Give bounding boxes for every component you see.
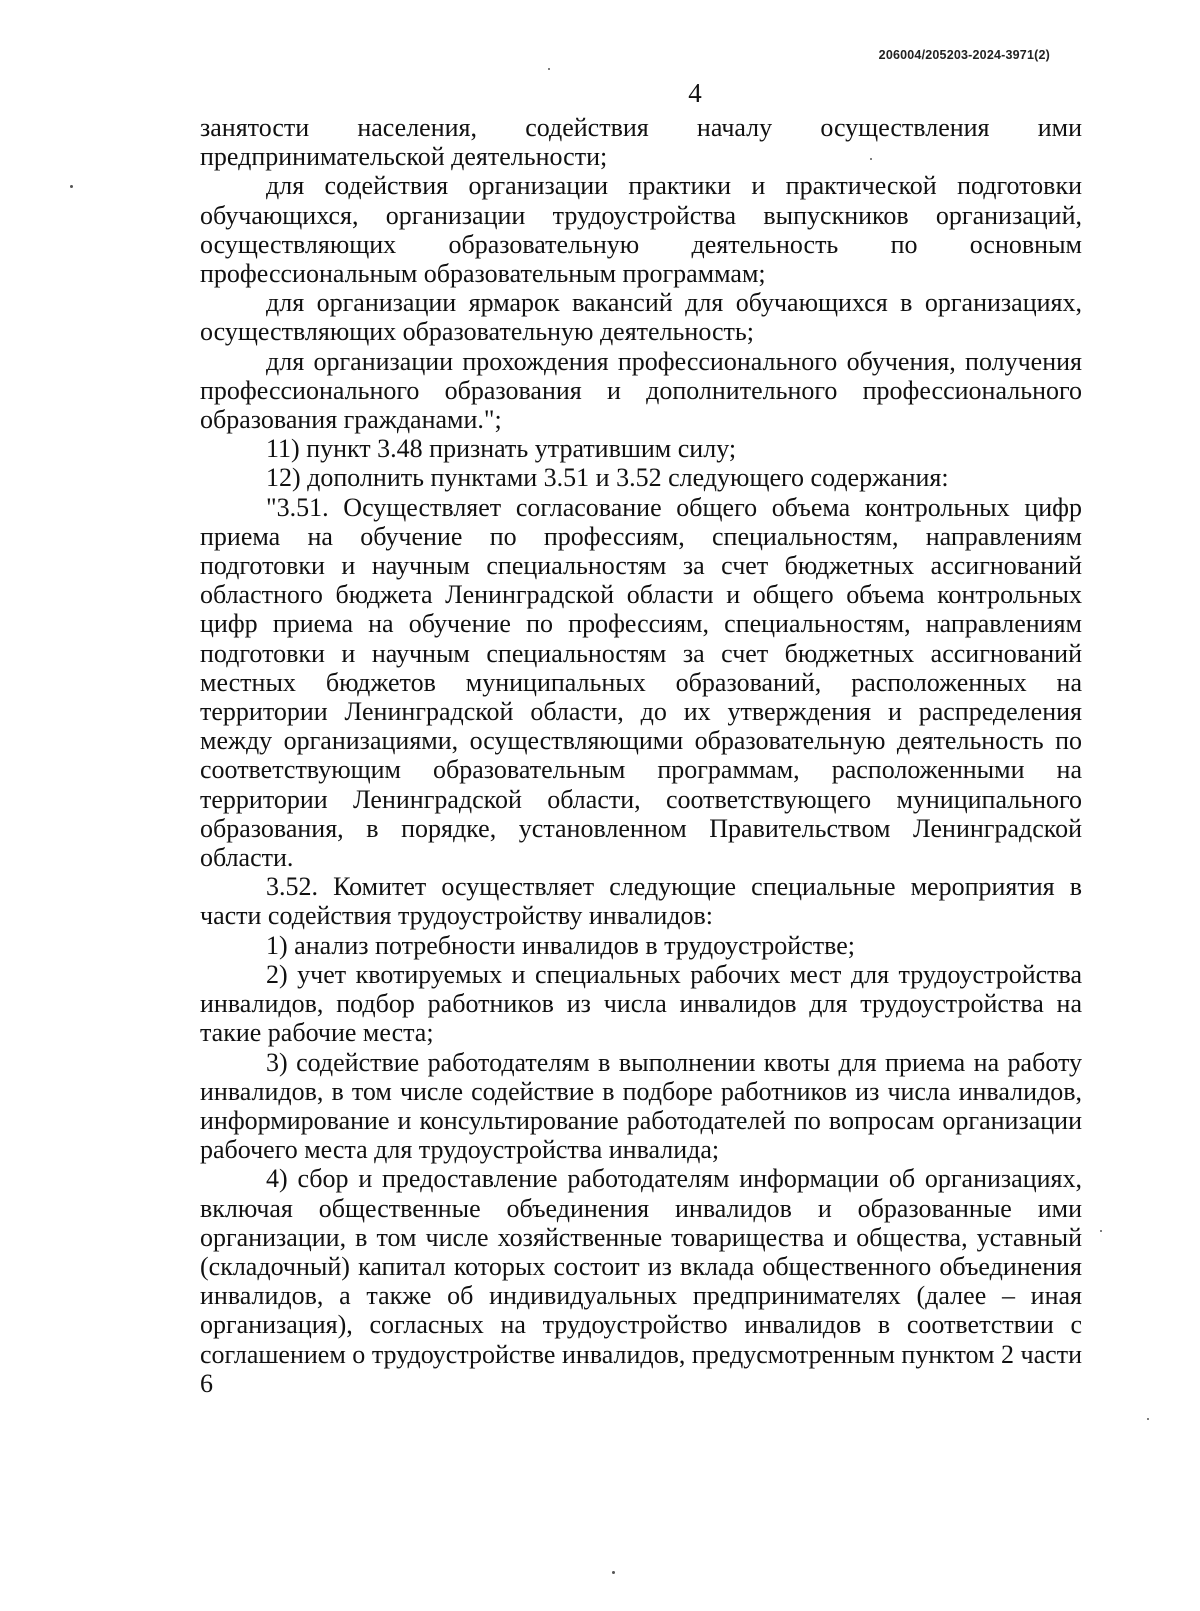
scan-speck [1100,1230,1102,1232]
scan-speck [548,68,550,70]
paragraph-clause-3-51: "3.51. Осуществляет согласование общего объема контрольных цифр приема на обучение по профессиям, специальностям, направлениям подготовки и научным специальностям за счет бюджетных ассигнований областного бюджета Ленинградской области и общего объема контрольных цифр приема на обучение по профессиям, специальностям, направлениям подготовки и научным специальностям за счет бюджетных ассигнований местных бюджетов муниципальных образований, расположенных на территории Ленинградской области, до их утверждения и распределения между организациями, осуществляющими образовательную деятельность по соответствующим образовательным программам, расположенными на территории Ленинградской области, соответствующего муниципального образования, в порядке, установленном Правительством Ленинградской области. [200,492,1082,873]
scan-speck [612,1571,615,1574]
scan-speck [70,185,73,188]
paragraph-item-11: 11) пункт 3.48 признать утратившим силу; [266,434,737,464]
paragraph-item-12: 12) дополнить пунктами 3.51 и 3.52 следующего содержания: [266,463,949,493]
list-item-4: 4) сбор и предоставление работодателям информации об организациях, включая общественные объединения инвалидов и образованные ими организации, в том числе хозяйственные товарищества и общества, уставный (складочный) капитал которых состоит из вклада общественного объединения инвалидов, а также об индивидуальных предпринимателях (далее – иная организация), согласных на трудоустройство инвалидов в соответствии с соглашением о трудоустройстве инвалидов, предусмотренным пунктом 2 части 6 [200,1164,1082,1398]
document-registration-number: 206004/205203-2024-3971(2) [878,48,1050,62]
list-item-3: 3) содействие работодателям в выполнении квоты для приема на работу инвалидов, в том числе содействие в подборе работников из числа инвалидов, информирование и консультирование работодателей по вопросам организации рабочего места для трудоустройства инвалида; [200,1047,1082,1165]
document-body [200,113,1082,1398]
list-item-1: 1) анализ потребности инвалидов в трудоустройстве; [266,930,855,960]
scan-speck [870,158,872,160]
page-number: 4 [688,78,702,108]
list-item-2: 2) учет квотируемых и специальных рабочих мест для трудоустройства инвалидов, подбор работников из числа инвалидов для трудоустройства на такие рабочие места; [200,959,1082,1048]
paragraph-practice-training: для содействия организации практики и практической подготовки обучающихся, организации трудоустройства выпускников организаций, осуществляющих образовательную деятельность по основным профессиональным образовательным программам; [200,171,1082,289]
paragraph-employment-continuation: занятости населения, содействия началу осуществления ими предпринимательской деятельности; [200,113,1082,172]
paragraph-professional-education: для организации прохождения профессионального обучения, получения профессионального образования и дополнительного профессионального образования гражданами."; [200,346,1082,435]
scan-speck [1147,1418,1149,1420]
paragraph-clause-3-52: 3.52. Комитет осуществляет следующие специальные мероприятия в части содействия трудоустройству инвалидов: [200,872,1082,931]
paragraph-job-fairs: для организации ярмарок вакансий для обучающихся в организациях, осуществляющих образовательную деятельность; [200,288,1082,347]
